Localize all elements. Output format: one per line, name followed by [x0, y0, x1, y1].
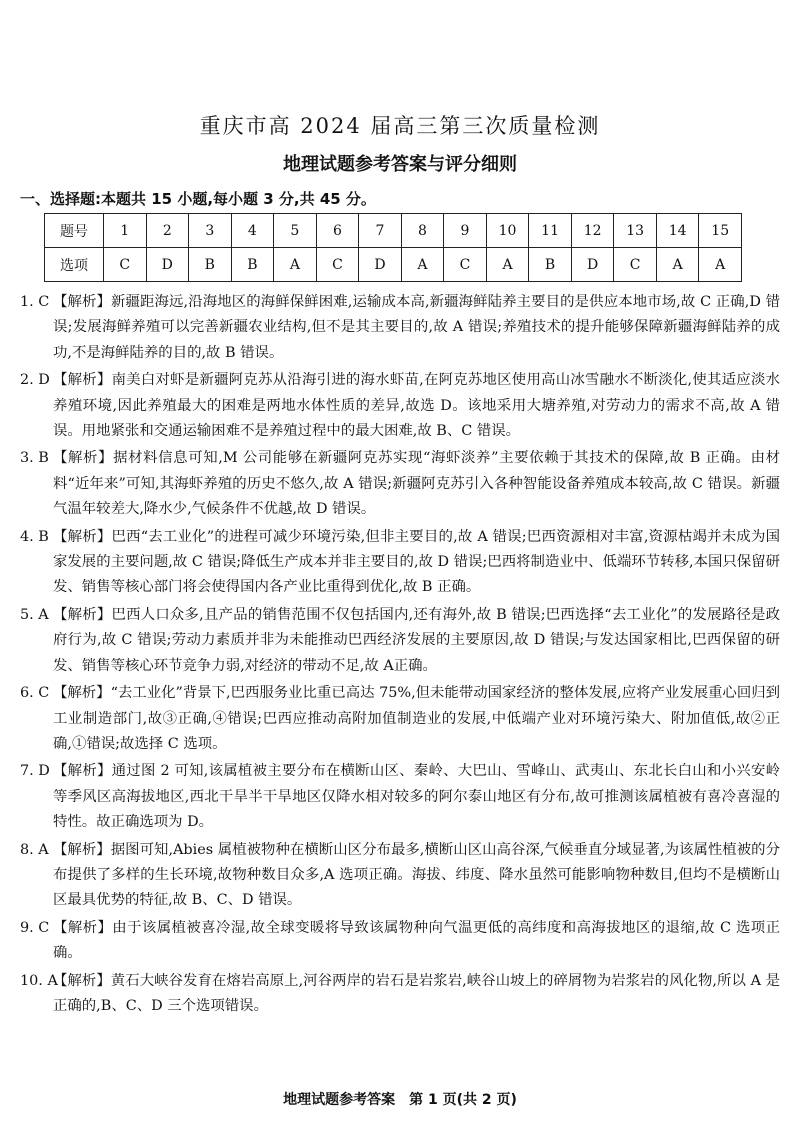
page-footer: 地理试题参考答案 第 1 页(共 2 页)	[283, 1092, 517, 1108]
question-number-cell: 6	[316, 214, 359, 248]
item-number: 6. C	[20, 685, 50, 702]
question-number-cell: 9	[444, 214, 487, 248]
answer-cell: C	[444, 248, 487, 282]
question-number-cell: 4	[231, 214, 274, 248]
answer-cell: C	[614, 248, 657, 282]
section-heading: 一、选择题:本题共 15 小题,每小题 3 分,共 45 分。	[20, 190, 376, 208]
page-title: 重庆市高 2024 届高三第三次质量检测	[199, 114, 601, 138]
item-tag: 【解析】	[53, 763, 112, 780]
item-text: 通过图 2 可知,该属植被主要分布在横断山区、秦岭、大巴山、雪峰山、武夷山、东北长白山和小兴安岭等季风区高海拔地区,西北干旱半干旱地区仅降水相对较多的阿尔泰山地区有分布,故可推测该属植被有喜冷喜湿的特性。故正确选项为 D。	[53, 763, 780, 831]
answer-cell: D	[571, 248, 614, 282]
question-number-cell: 14	[656, 214, 699, 248]
answer-cell: D	[146, 248, 189, 282]
question-number-cell: 5	[274, 214, 317, 248]
answer-cell: C	[316, 248, 359, 282]
item-number: 2. D	[20, 372, 50, 389]
question-number-cell: 12	[571, 214, 614, 248]
item-number: 5. A	[20, 606, 49, 623]
item-number: 3. B	[20, 450, 49, 467]
answer-cell: B	[231, 248, 274, 282]
item-number: 7. D	[20, 763, 50, 780]
explanation-item	[20, 603, 780, 679]
item-text: 据图可知,Abies 属植被物种在横断山区分布最多,横断山区山高谷深,气候垂直分域显著,为该属性植被的分布提供了多样的生长环境,故物种数目众多,A 选项正确。海拔、纬度、降水虽然可能影响物种数目,但均不是横断山区最具优势的特征,故 B、C、D 错误。	[53, 841, 780, 909]
item-number: 8. A	[20, 841, 49, 858]
explanation-item	[20, 368, 780, 444]
item-text: 黄石大峡谷发育在熔岩高原上,河谷两岸的岩石是岩浆岩,峡谷山坡上的碎屑物为岩浆岩的风化物,所以 A 是正确的,B、C、D 三个选项错误。	[53, 972, 780, 1014]
item-text: 南美白对虾是新疆阿克苏从沿海引进的海水虾苗,在阿克苏地区使用高山冰雪融水不断淡化,使其适应淡水养殖环境,因此养殖最大的困难是两地水体性质的差异,故选 D。该地采用大塘养殖,对劳动力的需求不高,故 A 错误。用地紧张和交通运输困难不是养殖过程中的最大困难,故 B、C 错误。	[53, 372, 780, 440]
explanation-item	[20, 838, 780, 914]
question-number-cell: 15	[699, 214, 742, 248]
question-number-cell: 1	[104, 214, 147, 248]
answer-cell: A	[486, 248, 529, 282]
item-tag: 【解析】	[53, 972, 111, 989]
explanation-item	[20, 969, 780, 1020]
item-tag: 【解析】	[53, 294, 112, 310]
question-number-cell: 11	[529, 214, 572, 248]
question-number-row	[45, 214, 742, 248]
answer-cell: B	[529, 248, 572, 282]
answer-label: 选项	[45, 248, 104, 282]
item-text: 据材料信息可知,M 公司能够在新疆阿克苏实现“海虾淡养”主要依赖于其技术的保障,故 B 正确。由材料“近年来”可知,其海虾养殖的历史不悠久,故 A 错误;新疆阿克苏引入各种智能设备养殖成本较高,故 C 错误。新疆气温年较差大,降水少,气候条件不优越,故 D 错误。	[53, 450, 780, 518]
explanation-item	[20, 916, 780, 967]
explanation-item	[20, 681, 780, 757]
item-text: 巴西“去工业化”的进程可减少环境污染,但非主要目的,故 A 错误;巴西资源相对丰富,资源枯竭并未成为国家发展的主要问题,故 C 错误;降低生产成本并非主要目的,故 D 错误;巴西将制造业中、低端环节转移,本国只保留研发、销售等核心部门将会使得国内各产业比重得到优化,故 B 正确。	[53, 528, 780, 596]
question-number-label: 题号	[45, 214, 104, 248]
answer-cell: C	[104, 248, 147, 282]
item-text: 巴西人口众多,且产品的销售范围不仅包括国内,还有海外,故 B 错误;巴西选择“去工业化”的发展路径是政府行为,故 C 错误;劳动力素质并非为未能推动巴西经济发展的主要原因,故 D 错误;与发达国家相比,巴西保留的研发、销售等核心环节竞争力弱,对经济的带动不足,故 A正确。	[53, 606, 780, 674]
item-tag: 【解析】	[53, 450, 114, 467]
question-number-cell: 7	[359, 214, 402, 248]
explanation-item	[20, 446, 780, 522]
answer-table	[44, 213, 742, 282]
answer-row	[45, 248, 742, 282]
item-tag: 【解析】	[53, 372, 112, 389]
item-number: 4. B	[20, 528, 49, 545]
item-number: 1. C	[20, 294, 50, 310]
answer-cell: A	[401, 248, 444, 282]
item-tag: 【解析】	[53, 528, 112, 545]
item-number: 10. A	[20, 972, 58, 989]
question-number-cell: 2	[146, 214, 189, 248]
explanation-item	[20, 525, 780, 601]
item-number: 9. C	[20, 919, 50, 936]
answer-cell: A	[699, 248, 742, 282]
answer-cell: D	[359, 248, 402, 282]
page-subtitle: 地理试题参考答案与评分细则	[283, 154, 517, 175]
question-number-cell: 3	[189, 214, 232, 248]
item-tag: 【解析】	[53, 841, 111, 858]
item-tag: 【解析】	[53, 919, 113, 936]
answer-cell: A	[656, 248, 699, 282]
item-text: 新疆距海远,沿海地区的海鲜保鲜困难,运输成本高,新疆海鲜陆养主要目的是供应本地市场,故 C 正确,D 错误;发展海鲜养殖可以完善新疆农业结构,但不是其主要目的,故 A 错误;养殖技术的提升能够保障新疆海鲜陆养的成功,不是海鲜陆养的目的,故 B 错误。	[53, 294, 780, 361]
explanation-item	[20, 759, 780, 835]
answer-cell: B	[189, 248, 232, 282]
item-tag: 【解析】	[53, 685, 111, 702]
question-number-cell: 8	[401, 214, 444, 248]
item-text: “去工业化”背景下,巴西服务业比重已高达 75%,但未能带动国家经济的整体发展,应将产业发展重心回归到工业制造部门,故③正确,④错误;巴西应推动高附加值制造业的发展,中低端产业对环境污染大、附加值低,故②正确,①错误;故选择 C 选项。	[53, 685, 780, 752]
answer-cell: A	[274, 248, 317, 282]
explanation-item	[20, 290, 780, 366]
explanation-list	[20, 290, 780, 1021]
question-number-cell: 10	[486, 214, 529, 248]
item-text: 由于该属植被喜冷湿,故全球变暖将导致该属物种向气温更低的高纬度和高海拔地区的退缩,故 C 选项正确。	[53, 919, 780, 962]
question-number-cell: 13	[614, 214, 657, 248]
item-tag: 【解析】	[53, 606, 112, 623]
